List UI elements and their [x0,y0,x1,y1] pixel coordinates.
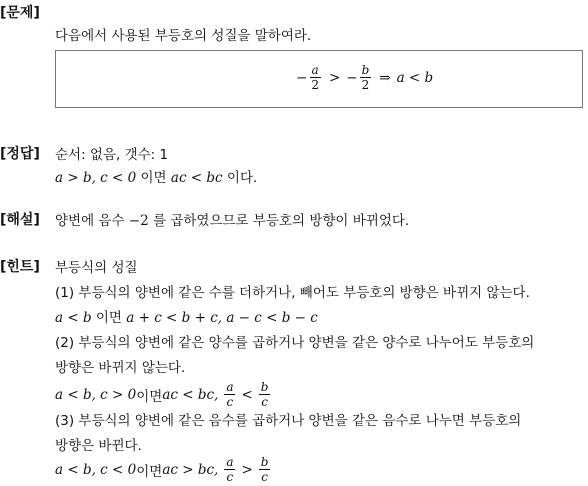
explanation-math: −2 [128,213,149,229]
hint-fraction [224,380,235,409]
hint-text: 이면 [136,463,163,480]
fraction-numerator: b [260,380,269,394]
hint-relation: < [241,386,253,403]
answer-math-2: ac < bc [170,170,223,186]
fraction-numerator: a [226,380,234,394]
fraction-numerator: a [311,63,319,77]
hint-math: a < b [55,310,92,326]
problem-formula [296,63,433,92]
formula-minus-2: − [346,69,358,86]
hint-math: a < b, c < 0 [55,461,137,478]
section-label-answer: [정답] [0,146,40,162]
fraction-denominator: c [261,395,268,409]
answer-text-2: 이다. [222,170,258,186]
formula-fraction-2 [360,63,372,92]
answer-order-count: 순서: 없음, 갯수: 1 [55,147,169,163]
hint-property-3-line-1: (3) 부등식의 양변에 같은 음수를 곱하거나 양변을 같은 음수로 나누면 부등호의 [55,413,522,429]
explanation-text-1: 양변에 음수 [55,213,129,229]
fraction-numerator: b [361,63,370,77]
answer-text-1: 이면 [136,170,171,186]
fraction-denominator: c [261,470,268,484]
hint-property-1: (1) 부등식의 양변에 같은 수를 더하거나, 빼어도 부등호의 방향은 바뀌지 않는다. [55,285,530,301]
hint-math: a < b, c > 0 [55,386,137,403]
section-label-hint: [힌트] [0,259,40,275]
formula-fraction-1 [309,63,321,92]
hint-math: ac > bc, [162,461,219,478]
hint-text: 이면 [91,310,127,326]
hint-relation: > [241,461,253,478]
hint-text: 이면 [136,388,163,405]
formula-box [55,50,583,108]
hint-property-2-line-1: (2) 부등식의 양변에 같은 양수를 곱하거나 양변을 같은 양수로 나누어도 부등호의 [55,335,535,351]
hint-fraction [224,455,235,484]
explanation-text [55,209,409,229]
fraction-denominator: 2 [361,78,370,92]
formula-minus-1: − [296,69,308,86]
problem-text: 다음에서 사용된 부등호의 성질을 말하여라. [55,28,312,44]
hint-property-1-math [55,306,318,326]
answer-math-1: a > b, c < 0 [55,170,137,186]
fraction-denominator: 2 [311,78,319,92]
formula-result: a < b [396,69,434,86]
hint-property-3-math [55,455,272,484]
hint-fraction [259,380,271,409]
hint-title: 부등식의 성질 [55,260,138,276]
section-label-problem: [문제] [0,5,40,21]
hint-property-2-math [55,380,272,409]
answer-statement [55,166,257,186]
hint-fraction [259,455,271,484]
section-label-explanation: [해설] [0,212,40,228]
hint-math: a + c < b + c, a − c < b − c [126,310,318,326]
explanation-text-2: 를 곱하였으므로 부등호의 방향이 바뀌었다. [148,213,410,229]
fraction-numerator: a [226,455,234,469]
implies-symbol: ⇒ [379,69,391,86]
hint-property-2-line-2: 방향은 바뀌지 않는다. [55,360,186,376]
formula-gt: > [328,69,341,86]
fraction-numerator: b [260,455,269,469]
hint-property-3-line-2: 방향은 바뀐다. [55,438,142,454]
fraction-denominator: c [226,395,234,409]
hint-math: ac < bc, [162,386,219,403]
fraction-denominator: c [226,470,234,484]
